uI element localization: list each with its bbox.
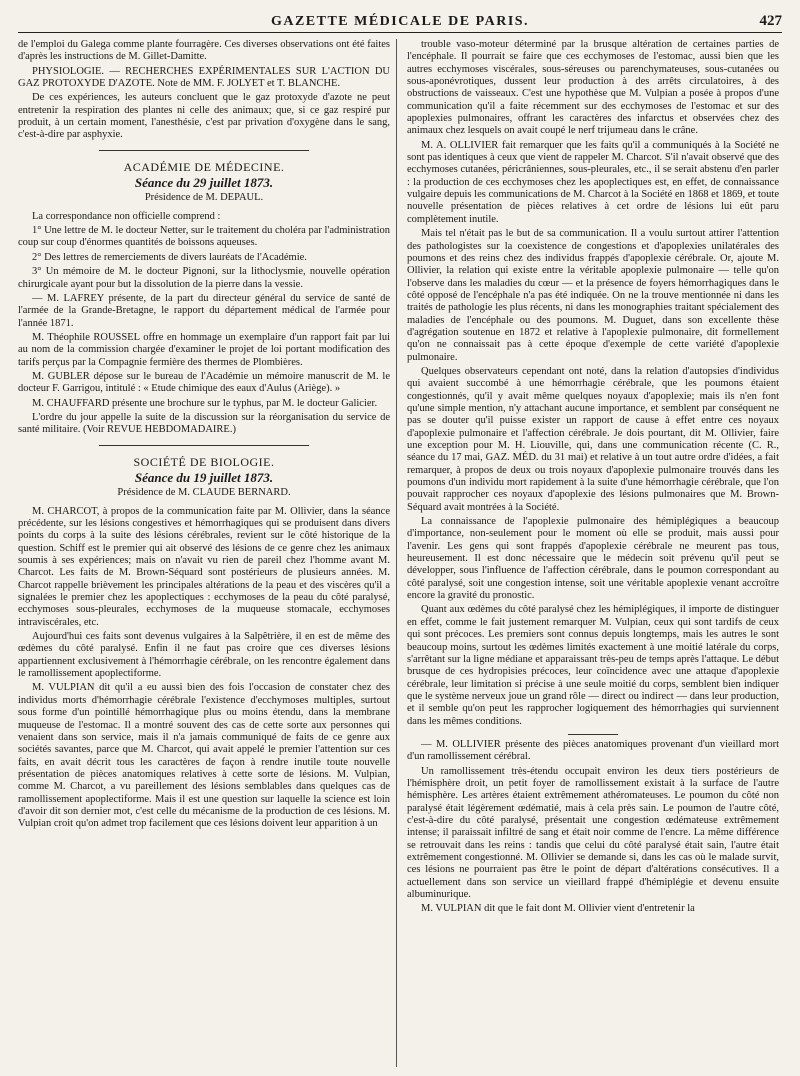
right-body-a: [407, 39, 779, 728]
right-body-b: [407, 739, 779, 916]
columns: [18, 39, 782, 1067]
intro-paragraph: de l'emploi du Galega comme plante fourragère. Ces diverses observations ont été faites d'après les instructions de M. Gillet-Damitte.: [18, 39, 390, 63]
paragraph: 2° Des lettres de remerciements de divers lauréats de l'Académie.: [32, 251, 307, 263]
physiologie-heading: PHYSIOLOGIE. — RECHERCHES EXPÉRIMENTALES SUR L'ACTION DU GAZ PROTOXYDE D'AZOTE. Note de MM. F. JOLYET et T. BLANCHE.: [18, 65, 390, 90]
societe-body: [18, 506, 390, 831]
paragraph: La connaissance de l'apoplexie pulmonaire des hémiplégiques a beaucoup d'importance, non-seulement pour le moment où elle se produit, mais aussi pour l'avenir. Les gens qui sont frappés d'apoplexie cérébrale ne meurent pas tous, heureusement. Il est donc nécessaire que le médecin soit prévenu qu'il peut se développer, sous l'influence de l'affection cérébrale, dans le poumon correspondant au côté paralysé, soit une congestion intense, soit une véritable apoplexie venant accroître encore la gravité du pronostic.: [407, 516, 779, 602]
paragraph: — M. LAFREY présente, de la part du directeur général du service de santé de l'armée de la Grande-Bretagne, le rapport du département médical de l'armée pour l'année 1871.: [18, 292, 390, 329]
paragraph: trouble vaso-moteur déterminé par la brusque altération de certaines parties de l'encéphale. Il pourrait se faire que ces ecchymoses de l'estomac, aussi bien que les autres ecchymoses viscérales, sous-séreuses ou parenchymateuses, sous-cutanées ou sous-aponévrotiques, dussent leur production à des arrêts circulatoires, à des obstructions de vaisseaux. C'est une hypothèse que M. Vulpian a posée à propos d'une communication qu'il a faite récemment sur des ecchymoses de l'estomac et sur des apoplexies pulmonaires, offrant les caractères des infarctus et observées chez des animaux chez lesquels on avait coupé le nerf trijumeau dans le crâne.: [407, 39, 779, 137]
paragraph: M. A. OLLIVIER fait remarquer que les faits qu'il a communiqués à la Société ne sont pas identiques à ceux que vient de rappeler M. Charcot. S'il n'avait observé que des ecchymoses cutanées, péricrâniennes, sous-pleurales, etc., il se serait abstenu d'en parler : la production de ces ecchymoses chez les apoplectiques est, en effet, de connaissance vulgaire depuis les communications de M. Charcot à la Société en 1868 et 1869, et toute nouvelle présentation de pièces relatives à cet ordre de lésions lui eût paru complètement inutile.: [407, 139, 779, 225]
page-header: [18, 10, 782, 33]
physiologie-text: De ces expériences, les auteurs concluent que le gaz protoxyde d'azote ne peut entretenir la respiration des plantes ni celle des animaux; que, si ce gaz respiré pur produit, à un certain moment, l'anesthésie, c'est par privation d'oxygène dans le sang, c'est-à-dire par asphyxie.: [18, 92, 390, 141]
societe-presidence: Présidence de M. CLAUDE BERNARD.: [117, 487, 291, 499]
paragraph: 1° Une lettre de M. le docteur Netter, sur le traitement du choléra par l'administration coup sur coup d'énormes quantités de boissons aqueuses.: [18, 225, 390, 249]
page-number: 427: [759, 13, 782, 29]
paragraph: Un ramollissement très-étendu occupait environ les deux tiers postérieurs de l'hémisphère droit, un petit foyer de ramollissement existait à la surface de l'autre hémisphère. Les artères étaient extrêmement athéromateuses. Le poumon du côté non paralysé était légèrement œdématié, mais à cela près sain. Le poumon de l'autre côté, c'est-à-dire du côté paralysé, présentait une congestion œdémateuse extrêmement intense; il paraissait infiltré de sang et était noir comme de l'encre. La même différence se retrouvait dans les reins : tandis que celui du côté paralysé était sain, l'autre était extrêmement congestionné. M. Ollivier se demande si, dans les cas où le malade survit, ces lésions ne pourraient pas être le point de départ d'altérations consécutives. Il a actuellement dans son service un vieillard frappé d'hémiplégie et devenu ensuite albuminurique.: [407, 765, 779, 901]
paragraph: M. CHAUFFARD présente une brochure sur le typhus, par M. le docteur Galicier.: [32, 397, 378, 409]
paragraph: L'ordre du jour appelle la suite de la discussion sur la réorganisation du service de santé militaire. (Voir REVUE HEBDOMADAIRE.): [18, 411, 390, 436]
section-divider: [99, 150, 309, 151]
paragraph: La correspondance non officielle comprend :: [32, 210, 221, 222]
right-column: [396, 39, 779, 1067]
left-column: [18, 39, 390, 1067]
academie-presidence: Présidence de M. DEPAUL.: [144, 192, 264, 204]
academie-seance-date: Séance du 29 juillet 1873.: [134, 175, 274, 191]
academie-body: [18, 211, 390, 437]
academie-title: ACADÉMIE DE MÉDECINE.: [123, 159, 285, 174]
section-divider: [99, 445, 309, 446]
paragraph: M. VULPIAN dit qu'il a eu aussi bien des fois l'occasion de constater chez des individus morts d'hémorrhagie cérébrale l'existence d'ecchymoses multiples, surtout sous forme d'un pointillé hémorrhagique plus ou moins étendu, dans la membrane muqueuse de l'estomac. Il a montré souvent des cas de cette sorte aux personnes qui venaient dans son service, mais il n'a jamais communiqué de faits de ce genre aux sociétés savantes, parce que M. Charcot, qui avait appelé le premier l'attention sur ces faits, en avait décrit tous les caractères de façon à rendre inutile toute nouvelle présentation de pièces anatomiques relatives à cette sorte de lésions. M. Vulpian, comme M. Charcot, a vu pareillement des lésions semblables dans quelques cas de ramollissement apoplectiforme. Mais il est une question sur laquelle la science est loin d'avoir dit son dernier mot, c'est celle du mécanisme de la production de ces lésions. M. Vulpian croit qu'on admet trop facilement que ces lésions doivent leur apparition à un: [18, 682, 390, 830]
running-title: GAZETTE MÉDICALE DE PARIS.: [270, 14, 530, 29]
societe-title: SOCIÉTÉ DE BIOLOGIE.: [133, 454, 275, 469]
paragraph: Aujourd'hui ces faits sont devenus vulgaires à la Salpêtrière, il en est de même des œdèmes du côté paralysé. Enfin il ne faut pas croire que ces diverses lésions appartiennent exclusivement à l'hémorrhagie cérébrale, on les rencontre également dans le ramollissement apoplectiforme.: [18, 631, 390, 680]
societe-seance-date: Séance du 19 juillet 1873.: [134, 469, 274, 485]
paragraph-divider: [568, 734, 618, 735]
paragraph: — M. OLLIVIER présente des pièces anatomiques provenant d'un vieillard mort d'un ramollissement cérébral.: [407, 738, 779, 763]
paragraph: Mais tel n'était pas le but de sa communication. Il a voulu surtout attirer l'attention des pathologistes sur la coexistence de congestions et d'apoplexies unilatérales des poumons et des reins chez des individus frappés d'apoplexie cérébrale. Or, ajoute M. Ollivier, la relation qui existe entre la véritable apoplexie pulmonaire — telle qu'on l'observe dans les maladies du cœur — et la présence de foyers hémorrhagiques dans le côté opposé de l'encéphale n'a pas été indiquée. On ne la trouve mentionnée ni dans les traités de pathologie les plus récents, ni dans les monographies traitant spécialement des maladies de l'encéphale ou des poumons. M. Duguet, dans son excellente thèse d'agrégation soutenue en 1872 et relative à l'apoplexie pulmonaire, dit formellement qu'on ne connaissait pas à cette époque d'exemple de cette variété d'apoplexie pulmonaire.: [407, 228, 779, 363]
paragraph: M. VULPIAN dit que le fait dont M. Ollivier vient d'entretenir la: [421, 903, 695, 915]
paragraph: M. Théophile ROUSSEL offre en hommage un exemplaire d'un rapport fait par lui au nom de la commission chargée d'examiner le projet de loi portant modification des tarifs perçus par la Compagnie fermière des thermes de Plombières.: [18, 331, 390, 368]
paragraph: M. CHARCOT, à propos de la communication faite par M. Ollivier, dans la séance précédente, sur les lésions congestives et hémorrhagiques qui se produisent dans divers points du corps à la suite des lésions cérébrales, revient sur le côté historique de la question. Schiff est le premier qui ait observé des lésions de ce genre chez les animaux soumis à ses expériences; mais on n'avait vu rien de pareil chez l'homme avant M. Charcot. Les faits de M. Brown-Séquard sont postérieurs de plusieurs années. M. Charcot rappelle brièvement les principales altérations de la peau et des viscères qu'il a signalées le premier chez les apoplectiques : ecchymoses de la peau du côté paralysé, ecchymoses sous-pleurales, ecchymoses de la muqueuse stomacale, ecchymoses intraviscérales, etc.: [18, 505, 390, 628]
paragraph: 3° Un mémoire de M. le docteur Pignoni, sur la lithoclysmie, nouvelle opération chirurgicale ayant pour but la dissolution de la pierre dans la vessie.: [18, 266, 390, 290]
paragraph: Quant aux œdèmes du côté paralysé chez les hémiplégiques, il importe de distinguer en effet, comme le fait justement remarquer M. Vulpian, ceux qui sont tardifs de ceux qui sont précoces. Les premiers sont connus depuis longtemps, mais les autres le sont beaucoup moins, surtout les œdèmes limités exactement à une moitié latérale du corps, s'arrêtant sur la ligne médiane et apparaissant très-peu de temps après l'attaque. Le début brusque de ces hydropisies précoces, leur coïncidence avec une attaque d'apoplexie cérébrale, leur limitation si précise à une seule moitié du corps, semblent bien indiquer que le système nerveux joue un grand rôle — direct ou indirect — dans leur production, et il semble qu'on peut les rapprocher logiquement des hémorrhagies qui surviennent dans les mêmes conditions.: [407, 604, 779, 727]
paragraph: Quelques observateurs cependant ont noté, dans la relation d'autopsies d'individus qui avaient succombé à une hémorrhagie cérébrale, que les poumons étaient congestionnés, qu'il y avait même quelques noyaux d'apoplexie; mais ils n'en font qu'une simple mention, n'y attachant aucune importance, et semblent par conséquent ne pas se douter qu'il puisse exister un rapport de cause à effet entre ces noyaux d'apoplexie pulmonaire et l'affection cérébrale. Je dois pourtant, dit M. Ollivier, faire une exception pour M. H. Liouville, qui, dans une communication récente (C. R., séance du 17 mai, GAZ. MÉD. du 31 mai) et relative à un tout autre ordre d'idées, a fait remarquer, à propos de deux ou trois noyaux d'apoplexie pulmonaire trouvés dans les poumons d'un individu mort rapidement à la suite d'une hémorrhagie cérébrale, que l'on pouvait rapprocher ces noyaux d'apoplexie des lésions pulmonaires que M. Brown-Séquard avait montrées à la Société.: [407, 365, 779, 513]
paragraph: M. GUBLER dépose sur le bureau de l'Académie un mémoire manuscrit de M. le docteur F. Garrigou, intitulé : « Etude chimique des eaux d'Aulus (Ariège). »: [18, 370, 390, 395]
